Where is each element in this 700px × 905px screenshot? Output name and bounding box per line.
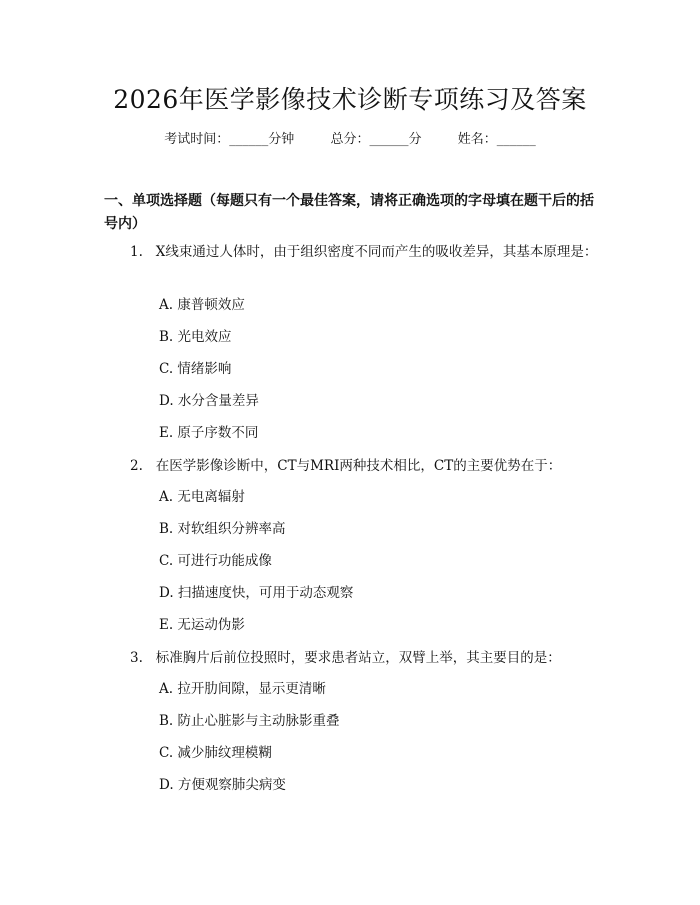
exam-time-field: 考试时间：______分钟: [164, 132, 295, 147]
option-2d: D. 扫描速度快，可用于动态观察: [159, 585, 354, 601]
question-1: [104, 241, 599, 264]
option-2c: C. 可进行功能成像: [159, 553, 272, 569]
question-number: 3.: [130, 650, 143, 666]
option-1e: E. 原子序数不同: [159, 425, 259, 441]
question-2: [104, 455, 599, 478]
question-stem: [104, 647, 599, 670]
question-stem: [104, 241, 599, 264]
question-stem: [104, 455, 599, 478]
option-2e: E. 无运动伪影: [159, 617, 245, 633]
option-2b: B. 对软组织分辨率高: [159, 521, 286, 537]
question-text: 标准胸片后前位投照时，要求患者站立，双臂上举，其主要目的是：: [155, 650, 561, 666]
option-1c: C. 情绪影响: [159, 361, 232, 377]
option-3c: C. 减少肺纹理模糊: [159, 745, 272, 761]
document-title: 2026年医学影像技术诊断专项练习及答案: [113, 85, 587, 114]
option-3b: B. 防止心脏影与主动脉影重叠: [159, 713, 340, 729]
option-1d: D. 水分含量差异: [159, 393, 259, 409]
total-score-field: 总分：______分: [330, 132, 422, 147]
question-text: 在医学影像诊断中，CT与MRI两种技术相比，CT的主要优势在于：: [155, 458, 562, 474]
exam-meta-line: [0, 131, 700, 149]
question-3: [104, 647, 599, 670]
option-1a: A. 康普顿效应: [159, 297, 245, 313]
option-3a: A. 拉开肋间隙，显示更清晰: [159, 681, 326, 697]
question-number: 2.: [130, 458, 143, 474]
option-2a: A. 无电离辐射: [159, 489, 245, 505]
question-text: X线束通过人体时，由于组织密度不同而产生的吸收差异，其基本原理是：: [155, 244, 598, 260]
option-1b: B. 光电效应: [159, 329, 232, 345]
question-number: 1.: [130, 244, 143, 260]
section-heading: 一、单项选择题（每题只有一个最佳答案，请将正确选项的字母填在题干后的括号内）: [104, 193, 594, 232]
student-name-field: 姓名：______: [457, 132, 536, 147]
option-3d: D. 方便观察肺尖病变: [159, 777, 286, 793]
